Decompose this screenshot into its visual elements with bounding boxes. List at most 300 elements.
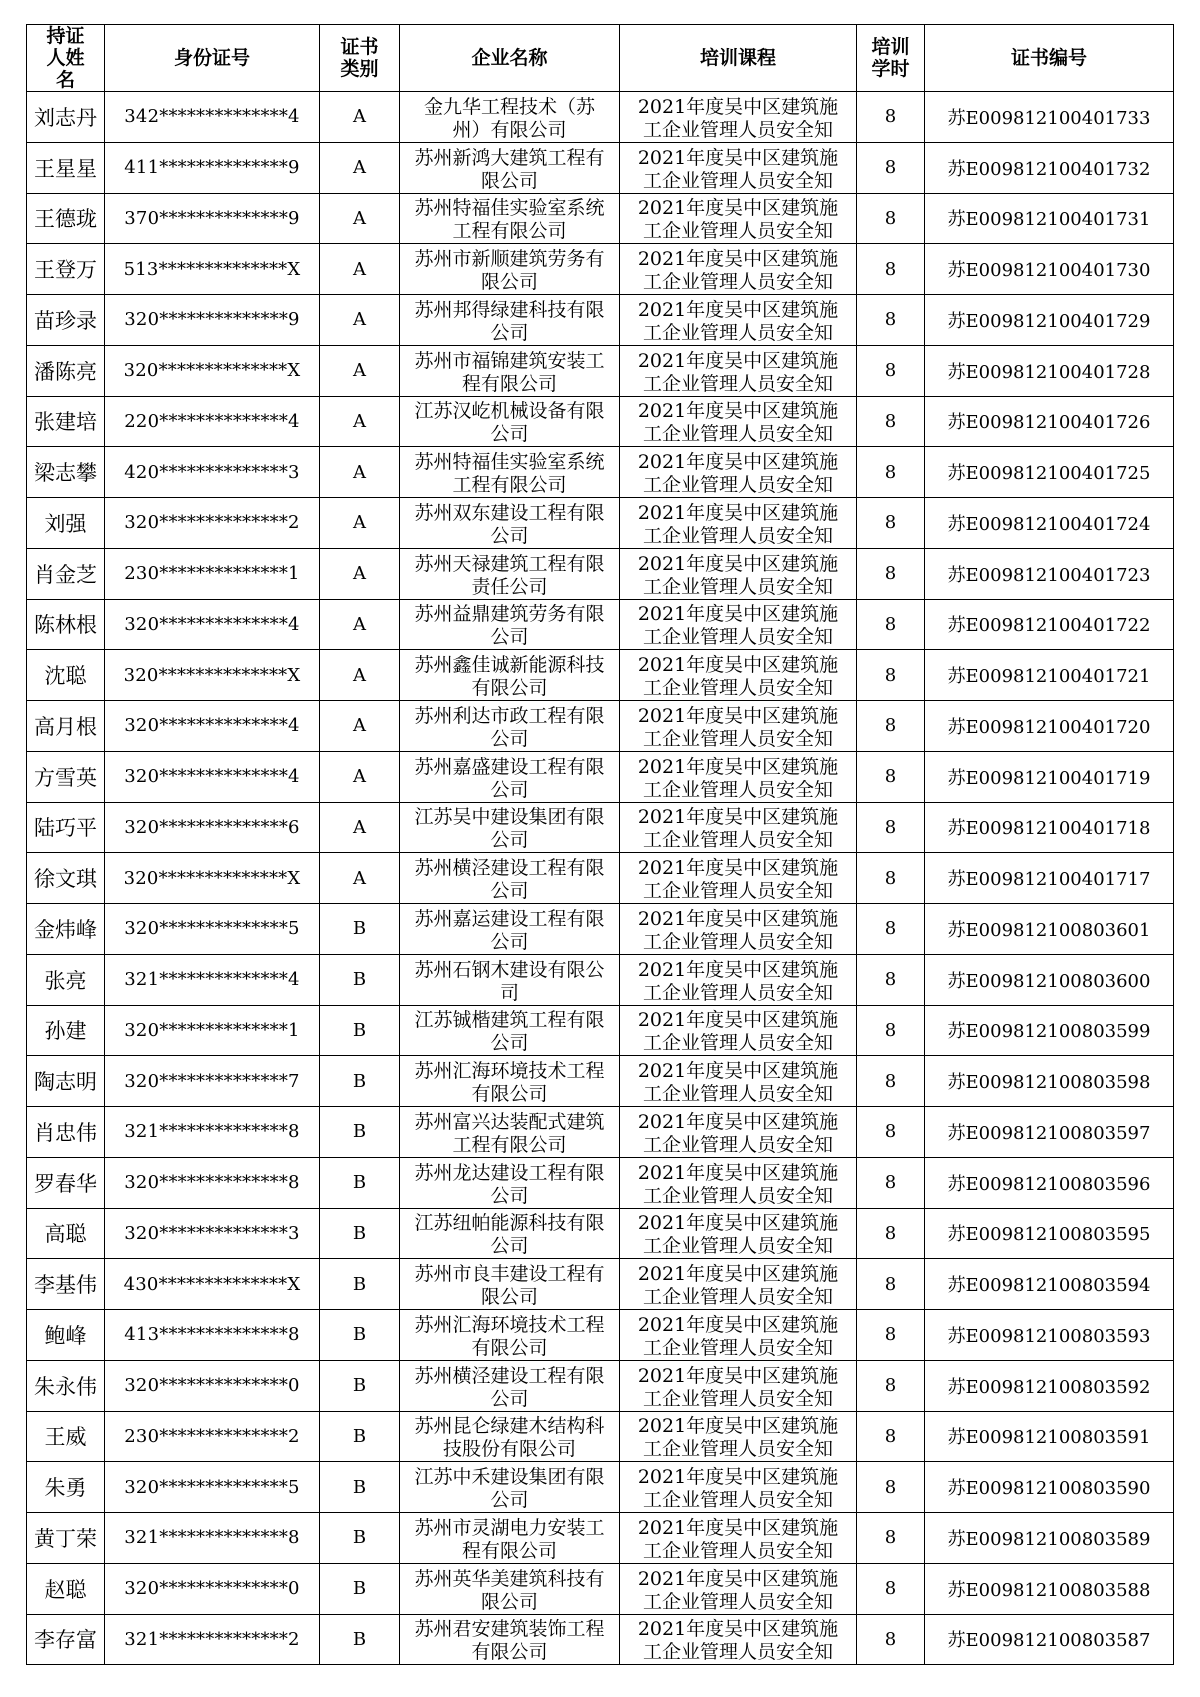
cell-hours: 8	[857, 1208, 925, 1259]
cell-holder-name: 李基伟	[27, 1259, 105, 1310]
cell-holder-name: 王威	[27, 1411, 105, 1462]
cell-id-number: 411**************9	[105, 142, 320, 193]
cell-company-text: 江苏中禾建设集团有限公司	[414, 1466, 605, 1511]
cell-cert-type: B	[320, 1360, 400, 1411]
cell-holder-name: 张建培	[27, 396, 105, 447]
cell-holder-name: 朱永伟	[27, 1360, 105, 1411]
cell-cert-type: A	[320, 701, 400, 752]
cell-holder-name: 潘陈亮	[27, 345, 105, 396]
cell-id-number: 413**************8	[105, 1310, 320, 1361]
cell-cert-number: 苏E009812100401726	[925, 396, 1174, 447]
cell-course-text: 2021年度吴中区建筑施工企业管理人员安全知	[637, 1415, 839, 1460]
table-body	[27, 92, 1174, 1665]
table-row	[27, 802, 1174, 853]
cell-course-text: 2021年度吴中区建筑施工企业管理人员安全知	[637, 857, 839, 902]
table-row	[27, 1157, 1174, 1208]
cell-cert-type: B	[320, 1259, 400, 1310]
cell-cert-type: B	[320, 1005, 400, 1056]
cell-course	[620, 498, 857, 549]
cell-id-number: 370**************9	[105, 193, 320, 244]
cell-cert-type: A	[320, 193, 400, 244]
cell-cert-number: 苏E009812100803593	[925, 1310, 1174, 1361]
cell-hours: 8	[857, 1360, 925, 1411]
cell-company	[400, 1563, 620, 1614]
cell-id-number: 342**************4	[105, 92, 320, 143]
cell-cert-number: 苏E009812100401728	[925, 345, 1174, 396]
table-header	[27, 25, 1174, 92]
cell-company-text: 苏州嘉盛建设工程有限公司	[414, 755, 605, 800]
cell-cert-number: 苏E009812100803588	[925, 1563, 1174, 1614]
cell-course	[620, 1360, 857, 1411]
cell-cert-type: A	[320, 599, 400, 650]
cell-company-text: 江苏铖楷建筑工程有限公司	[414, 1009, 605, 1054]
table-row	[27, 1259, 1174, 1310]
cell-id-number: 321**************4	[105, 954, 320, 1005]
cell-course	[620, 142, 857, 193]
table-row	[27, 244, 1174, 295]
cell-course-text: 2021年度吴中区建筑施工企业管理人员安全知	[637, 806, 839, 851]
table-row	[27, 1056, 1174, 1107]
cell-cert-number: 苏E009812100803601	[925, 904, 1174, 955]
table-row	[27, 548, 1174, 599]
cell-company-text: 江苏吴中建设集团有限公司	[414, 806, 605, 851]
cell-company-text: 苏州特福佳实验室系统工程有限公司	[414, 197, 605, 242]
header-cert-type: 证书类别	[320, 25, 400, 92]
cell-course	[620, 1157, 857, 1208]
cell-course-text: 2021年度吴中区建筑施工企业管理人员安全知	[637, 1364, 839, 1409]
cell-id-number: 230**************1	[105, 548, 320, 599]
cell-company-text: 江苏汉屹机械设备有限公司	[414, 400, 605, 445]
cell-company	[400, 1360, 620, 1411]
cell-id-number: 320**************0	[105, 1360, 320, 1411]
cell-course-text: 2021年度吴中区建筑施工企业管理人员安全知	[637, 552, 839, 597]
cell-company-text: 苏州昆仑绿建木结构科技股份有限公司	[414, 1415, 605, 1460]
cell-cert-number: 苏E009812100803597	[925, 1107, 1174, 1158]
cell-hours: 8	[857, 548, 925, 599]
cell-id-number: 430**************X	[105, 1259, 320, 1310]
cell-company	[400, 954, 620, 1005]
cell-cert-type: B	[320, 1563, 400, 1614]
cell-course-text: 2021年度吴中区建筑施工企业管理人员安全知	[637, 197, 839, 242]
cell-course	[620, 751, 857, 802]
cell-cert-type: B	[320, 1462, 400, 1513]
cell-company-text: 苏州市新顺建筑劳务有限公司	[414, 248, 605, 293]
header-row	[27, 25, 1174, 92]
cell-company	[400, 751, 620, 802]
cell-id-number: 320**************9	[105, 295, 320, 346]
cell-course	[620, 193, 857, 244]
cell-holder-name: 方雪英	[27, 751, 105, 802]
cell-course	[620, 1614, 857, 1665]
cell-cert-number: 苏E009812100803598	[925, 1056, 1174, 1107]
table-row	[27, 904, 1174, 955]
cell-hours: 8	[857, 295, 925, 346]
cell-hours: 8	[857, 751, 925, 802]
cell-course-text: 2021年度吴中区建筑施工企业管理人员安全知	[637, 95, 839, 140]
cell-cert-number: 苏E009812100803594	[925, 1259, 1174, 1310]
cell-hours: 8	[857, 802, 925, 853]
cell-course-text: 2021年度吴中区建筑施工企业管理人员安全知	[637, 248, 839, 293]
cell-company	[400, 345, 620, 396]
cell-cert-type: A	[320, 650, 400, 701]
cell-hours: 8	[857, 193, 925, 244]
cell-course-text: 2021年度吴中区建筑施工企业管理人员安全知	[637, 451, 839, 496]
cell-hours: 8	[857, 498, 925, 549]
cell-holder-name: 肖金芝	[27, 548, 105, 599]
table-row	[27, 751, 1174, 802]
cell-course-text: 2021年度吴中区建筑施工企业管理人员安全知	[637, 400, 839, 445]
cell-company-text: 苏州嘉运建设工程有限公司	[414, 907, 605, 952]
cell-company-text: 金九华工程技术（苏州）有限公司	[423, 95, 595, 140]
table-row	[27, 1563, 1174, 1614]
table-row	[27, 447, 1174, 498]
cell-course	[620, 1513, 857, 1564]
cell-holder-name: 黄丁荣	[27, 1513, 105, 1564]
cell-id-number: 220**************4	[105, 396, 320, 447]
cell-company	[400, 1513, 620, 1564]
cell-cert-type: A	[320, 447, 400, 498]
cell-company	[400, 1005, 620, 1056]
cell-holder-name: 朱勇	[27, 1462, 105, 1513]
table-row	[27, 701, 1174, 752]
cell-course-text: 2021年度吴中区建筑施工企业管理人员安全知	[637, 603, 839, 648]
table-row	[27, 1208, 1174, 1259]
cell-company	[400, 650, 620, 701]
cell-id-number: 320**************4	[105, 701, 320, 752]
cell-cert-type: A	[320, 751, 400, 802]
cell-course	[620, 1107, 857, 1158]
cell-cert-type: B	[320, 1310, 400, 1361]
cell-hours: 8	[857, 1259, 925, 1310]
cell-cert-number: 苏E009812100803596	[925, 1157, 1174, 1208]
cell-company-text: 苏州英华美建筑科技有限公司	[414, 1567, 605, 1612]
cell-holder-name: 陆巧平	[27, 802, 105, 853]
cell-company-text: 苏州利达市政工程有限公司	[414, 704, 605, 749]
cell-id-number: 320**************5	[105, 904, 320, 955]
cell-course-text: 2021年度吴中区建筑施工企业管理人员安全知	[637, 1263, 839, 1308]
table-row	[27, 498, 1174, 549]
cell-company-text: 苏州双东建设工程有限公司	[414, 501, 605, 546]
cell-id-number: 320**************X	[105, 650, 320, 701]
cell-holder-name: 鲍峰	[27, 1310, 105, 1361]
cell-course-text: 2021年度吴中区建筑施工企业管理人员安全知	[637, 704, 839, 749]
cell-course-text: 2021年度吴中区建筑施工企业管理人员安全知	[637, 755, 839, 800]
cell-hours: 8	[857, 1310, 925, 1361]
cell-company	[400, 1462, 620, 1513]
cell-cert-number: 苏E009812100803595	[925, 1208, 1174, 1259]
cell-holder-name: 李存富	[27, 1614, 105, 1665]
cell-cert-type: A	[320, 345, 400, 396]
cell-cert-number: 苏E009812100401723	[925, 548, 1174, 599]
cell-cert-type: A	[320, 92, 400, 143]
certificate-table	[26, 24, 1174, 1665]
cell-course-text: 2021年度吴中区建筑施工企业管理人员安全知	[637, 654, 839, 699]
cell-company	[400, 1411, 620, 1462]
cell-id-number: 320**************3	[105, 1208, 320, 1259]
cell-course	[620, 295, 857, 346]
cell-id-number: 230**************2	[105, 1411, 320, 1462]
cell-company	[400, 599, 620, 650]
cell-holder-name: 孙建	[27, 1005, 105, 1056]
cell-company-text: 苏州市灵湖电力安装工程有限公司	[414, 1516, 605, 1561]
cell-cert-number: 苏E009812100401732	[925, 142, 1174, 193]
cell-course	[620, 701, 857, 752]
certificate-table-container	[26, 24, 1173, 1665]
cell-cert-type: B	[320, 1107, 400, 1158]
cell-holder-name: 沈聪	[27, 650, 105, 701]
cell-holder-name: 张亮	[27, 954, 105, 1005]
cell-cert-number: 苏E009812100803592	[925, 1360, 1174, 1411]
cell-course-text: 2021年度吴中区建筑施工企业管理人员安全知	[637, 907, 839, 952]
cell-course-text: 2021年度吴中区建筑施工企业管理人员安全知	[637, 1161, 839, 1206]
cell-cert-type: B	[320, 1157, 400, 1208]
cell-cert-type: B	[320, 904, 400, 955]
cell-course	[620, 1411, 857, 1462]
cell-holder-name: 陶志明	[27, 1056, 105, 1107]
cell-id-number: 513**************X	[105, 244, 320, 295]
table-row	[27, 295, 1174, 346]
cell-course	[620, 1208, 857, 1259]
cell-hours: 8	[857, 650, 925, 701]
cell-course	[620, 1056, 857, 1107]
cell-company	[400, 904, 620, 955]
cell-course	[620, 92, 857, 143]
table-row	[27, 1310, 1174, 1361]
cell-course	[620, 1563, 857, 1614]
cell-company	[400, 1208, 620, 1259]
cell-cert-type: A	[320, 142, 400, 193]
header-id-number: 身份证号	[105, 25, 320, 92]
table-row	[27, 599, 1174, 650]
cell-id-number: 320**************8	[105, 1157, 320, 1208]
cell-id-number: 321**************8	[105, 1107, 320, 1158]
cell-course	[620, 904, 857, 955]
cell-cert-number: 苏E009812100803589	[925, 1513, 1174, 1564]
cell-id-number: 320**************1	[105, 1005, 320, 1056]
cell-hours: 8	[857, 244, 925, 295]
table-row	[27, 345, 1174, 396]
header-name: 持证人姓名	[27, 25, 105, 92]
cell-holder-name: 肖忠伟	[27, 1107, 105, 1158]
cell-company-text: 苏州新鸿大建筑工程有限公司	[414, 146, 605, 191]
cell-company-text: 苏州君安建筑装饰工程有限公司	[414, 1618, 605, 1663]
cell-hours: 8	[857, 1513, 925, 1564]
cell-cert-number: 苏E009812100803590	[925, 1462, 1174, 1513]
cell-course-text: 2021年度吴中区建筑施工企业管理人员安全知	[637, 298, 839, 343]
cell-hours: 8	[857, 1005, 925, 1056]
table-row	[27, 142, 1174, 193]
cell-company	[400, 193, 620, 244]
cell-company-text: 苏州石钢木建设有限公司	[414, 958, 605, 1003]
cell-cert-number: 苏E009812100401724	[925, 498, 1174, 549]
cell-hours: 8	[857, 1157, 925, 1208]
cell-holder-name: 金炜峰	[27, 904, 105, 955]
cell-id-number: 320**************4	[105, 751, 320, 802]
cell-company	[400, 1056, 620, 1107]
cell-hours: 8	[857, 599, 925, 650]
cell-id-number: 320**************2	[105, 498, 320, 549]
cell-company	[400, 142, 620, 193]
cell-cert-type: A	[320, 853, 400, 904]
cell-id-number: 320**************X	[105, 853, 320, 904]
cell-company	[400, 295, 620, 346]
cell-course-text: 2021年度吴中区建筑施工企业管理人员安全知	[637, 1618, 839, 1663]
cell-holder-name: 陈林根	[27, 599, 105, 650]
cell-cert-number: 苏E009812100803587	[925, 1614, 1174, 1665]
header-hours: 培训学时	[857, 25, 925, 92]
cell-hours: 8	[857, 1056, 925, 1107]
cell-id-number: 321**************8	[105, 1513, 320, 1564]
cell-course-text: 2021年度吴中区建筑施工企业管理人员安全知	[637, 146, 839, 191]
cell-course	[620, 853, 857, 904]
cell-company-text: 苏州市良丰建设工程有限公司	[414, 1263, 605, 1308]
cell-course	[620, 1259, 857, 1310]
table-row	[27, 650, 1174, 701]
table-row	[27, 92, 1174, 143]
cell-holder-name: 王登万	[27, 244, 105, 295]
cell-cert-type: A	[320, 802, 400, 853]
cell-cert-type: B	[320, 954, 400, 1005]
cell-hours: 8	[857, 92, 925, 143]
cell-course	[620, 650, 857, 701]
cell-holder-name: 王德珑	[27, 193, 105, 244]
cell-course-text: 2021年度吴中区建筑施工企业管理人员安全知	[637, 349, 839, 394]
cell-cert-number: 苏E009812100401720	[925, 701, 1174, 752]
cell-company	[400, 92, 620, 143]
cell-company	[400, 1157, 620, 1208]
cell-cert-type: B	[320, 1411, 400, 1462]
cell-course	[620, 548, 857, 599]
cell-company-text: 江苏纽帕能源科技有限公司	[414, 1212, 605, 1257]
cell-company-text: 苏州横泾建设工程有限公司	[414, 1364, 605, 1409]
cell-id-number: 320**************0	[105, 1563, 320, 1614]
cell-company	[400, 548, 620, 599]
cell-company-text: 苏州益鼎建筑劳务有限公司	[414, 603, 605, 648]
cell-cert-number: 苏E009812100401730	[925, 244, 1174, 295]
table-row	[27, 1107, 1174, 1158]
cell-hours: 8	[857, 447, 925, 498]
cell-course	[620, 1462, 857, 1513]
cell-hours: 8	[857, 1107, 925, 1158]
header-company: 企业名称	[400, 25, 620, 92]
cell-cert-number: 苏E009812100401718	[925, 802, 1174, 853]
cell-company-text: 苏州特福佳实验室系统工程有限公司	[414, 451, 605, 496]
table-row	[27, 1005, 1174, 1056]
cell-cert-number: 苏E009812100401733	[925, 92, 1174, 143]
cell-course-text: 2021年度吴中区建筑施工企业管理人员安全知	[637, 501, 839, 546]
cell-course	[620, 244, 857, 295]
cell-id-number: 320**************6	[105, 802, 320, 853]
cell-course	[620, 447, 857, 498]
cell-company	[400, 447, 620, 498]
cell-holder-name: 罗春华	[27, 1157, 105, 1208]
cell-hours: 8	[857, 1462, 925, 1513]
cell-company-text: 苏州横泾建设工程有限公司	[414, 857, 605, 902]
cell-cert-number: 苏E009812100803600	[925, 954, 1174, 1005]
cell-company	[400, 701, 620, 752]
cell-cert-type: A	[320, 548, 400, 599]
cell-id-number: 320**************X	[105, 345, 320, 396]
cell-cert-number: 苏E009812100401717	[925, 853, 1174, 904]
cell-cert-number: 苏E009812100401721	[925, 650, 1174, 701]
cell-cert-number: 苏E009812100401731	[925, 193, 1174, 244]
cell-company-text: 苏州市福锦建筑安装工程有限公司	[414, 349, 605, 394]
cell-hours: 8	[857, 1563, 925, 1614]
cell-course	[620, 954, 857, 1005]
cell-course-text: 2021年度吴中区建筑施工企业管理人员安全知	[637, 1567, 839, 1612]
cell-company	[400, 1107, 620, 1158]
cell-hours: 8	[857, 396, 925, 447]
cell-hours: 8	[857, 853, 925, 904]
cell-id-number: 321**************2	[105, 1614, 320, 1665]
cell-course	[620, 396, 857, 447]
cell-cert-type: A	[320, 295, 400, 346]
table-row	[27, 1411, 1174, 1462]
cell-holder-name: 高聪	[27, 1208, 105, 1259]
cell-hours: 8	[857, 954, 925, 1005]
cell-cert-type: B	[320, 1056, 400, 1107]
cell-cert-type: B	[320, 1513, 400, 1564]
cell-cert-type: A	[320, 396, 400, 447]
cell-hours: 8	[857, 1411, 925, 1462]
cell-hours: 8	[857, 1614, 925, 1665]
cell-course	[620, 1310, 857, 1361]
cell-course	[620, 802, 857, 853]
cell-company	[400, 1310, 620, 1361]
cell-holder-name: 高月根	[27, 701, 105, 752]
cell-holder-name: 刘志丹	[27, 92, 105, 143]
cell-company-text: 苏州龙达建设工程有限公司	[414, 1161, 605, 1206]
cell-company-text: 苏州邦得绿建科技有限公司	[414, 298, 605, 343]
cell-course	[620, 1005, 857, 1056]
table-row	[27, 853, 1174, 904]
cell-holder-name: 王星星	[27, 142, 105, 193]
cell-holder-name: 苗珍录	[27, 295, 105, 346]
table-row	[27, 1513, 1174, 1564]
cell-course-text: 2021年度吴中区建筑施工企业管理人员安全知	[637, 1212, 839, 1257]
cell-id-number: 320**************5	[105, 1462, 320, 1513]
cell-cert-number: 苏E009812100401729	[925, 295, 1174, 346]
cell-cert-type: A	[320, 498, 400, 549]
cell-hours: 8	[857, 345, 925, 396]
cell-cert-type: A	[320, 244, 400, 295]
table-row	[27, 396, 1174, 447]
table-row	[27, 1614, 1174, 1665]
cell-cert-type: B	[320, 1208, 400, 1259]
cell-cert-number: 苏E009812100401719	[925, 751, 1174, 802]
cell-holder-name: 刘强	[27, 498, 105, 549]
cell-course-text: 2021年度吴中区建筑施工企业管理人员安全知	[637, 958, 839, 1003]
cell-company	[400, 244, 620, 295]
header-course: 培训课程	[620, 25, 857, 92]
header-cert-number: 证书编号	[925, 25, 1174, 92]
cell-company	[400, 1614, 620, 1665]
cell-course-text: 2021年度吴中区建筑施工企业管理人员安全知	[637, 1060, 839, 1105]
cell-course-text: 2021年度吴中区建筑施工企业管理人员安全知	[637, 1516, 839, 1561]
cell-course	[620, 599, 857, 650]
table-row	[27, 193, 1174, 244]
cell-course-text: 2021年度吴中区建筑施工企业管理人员安全知	[637, 1009, 839, 1054]
cell-company-text: 苏州富兴达装配式建筑工程有限公司	[414, 1110, 605, 1155]
cell-cert-number: 苏E009812100803599	[925, 1005, 1174, 1056]
cell-company	[400, 802, 620, 853]
cell-company	[400, 853, 620, 904]
cell-company	[400, 498, 620, 549]
cell-company-text: 苏州鑫佳诚新能源科技有限公司	[414, 654, 605, 699]
cell-company	[400, 396, 620, 447]
cell-course	[620, 345, 857, 396]
cell-holder-name: 赵聪	[27, 1563, 105, 1614]
